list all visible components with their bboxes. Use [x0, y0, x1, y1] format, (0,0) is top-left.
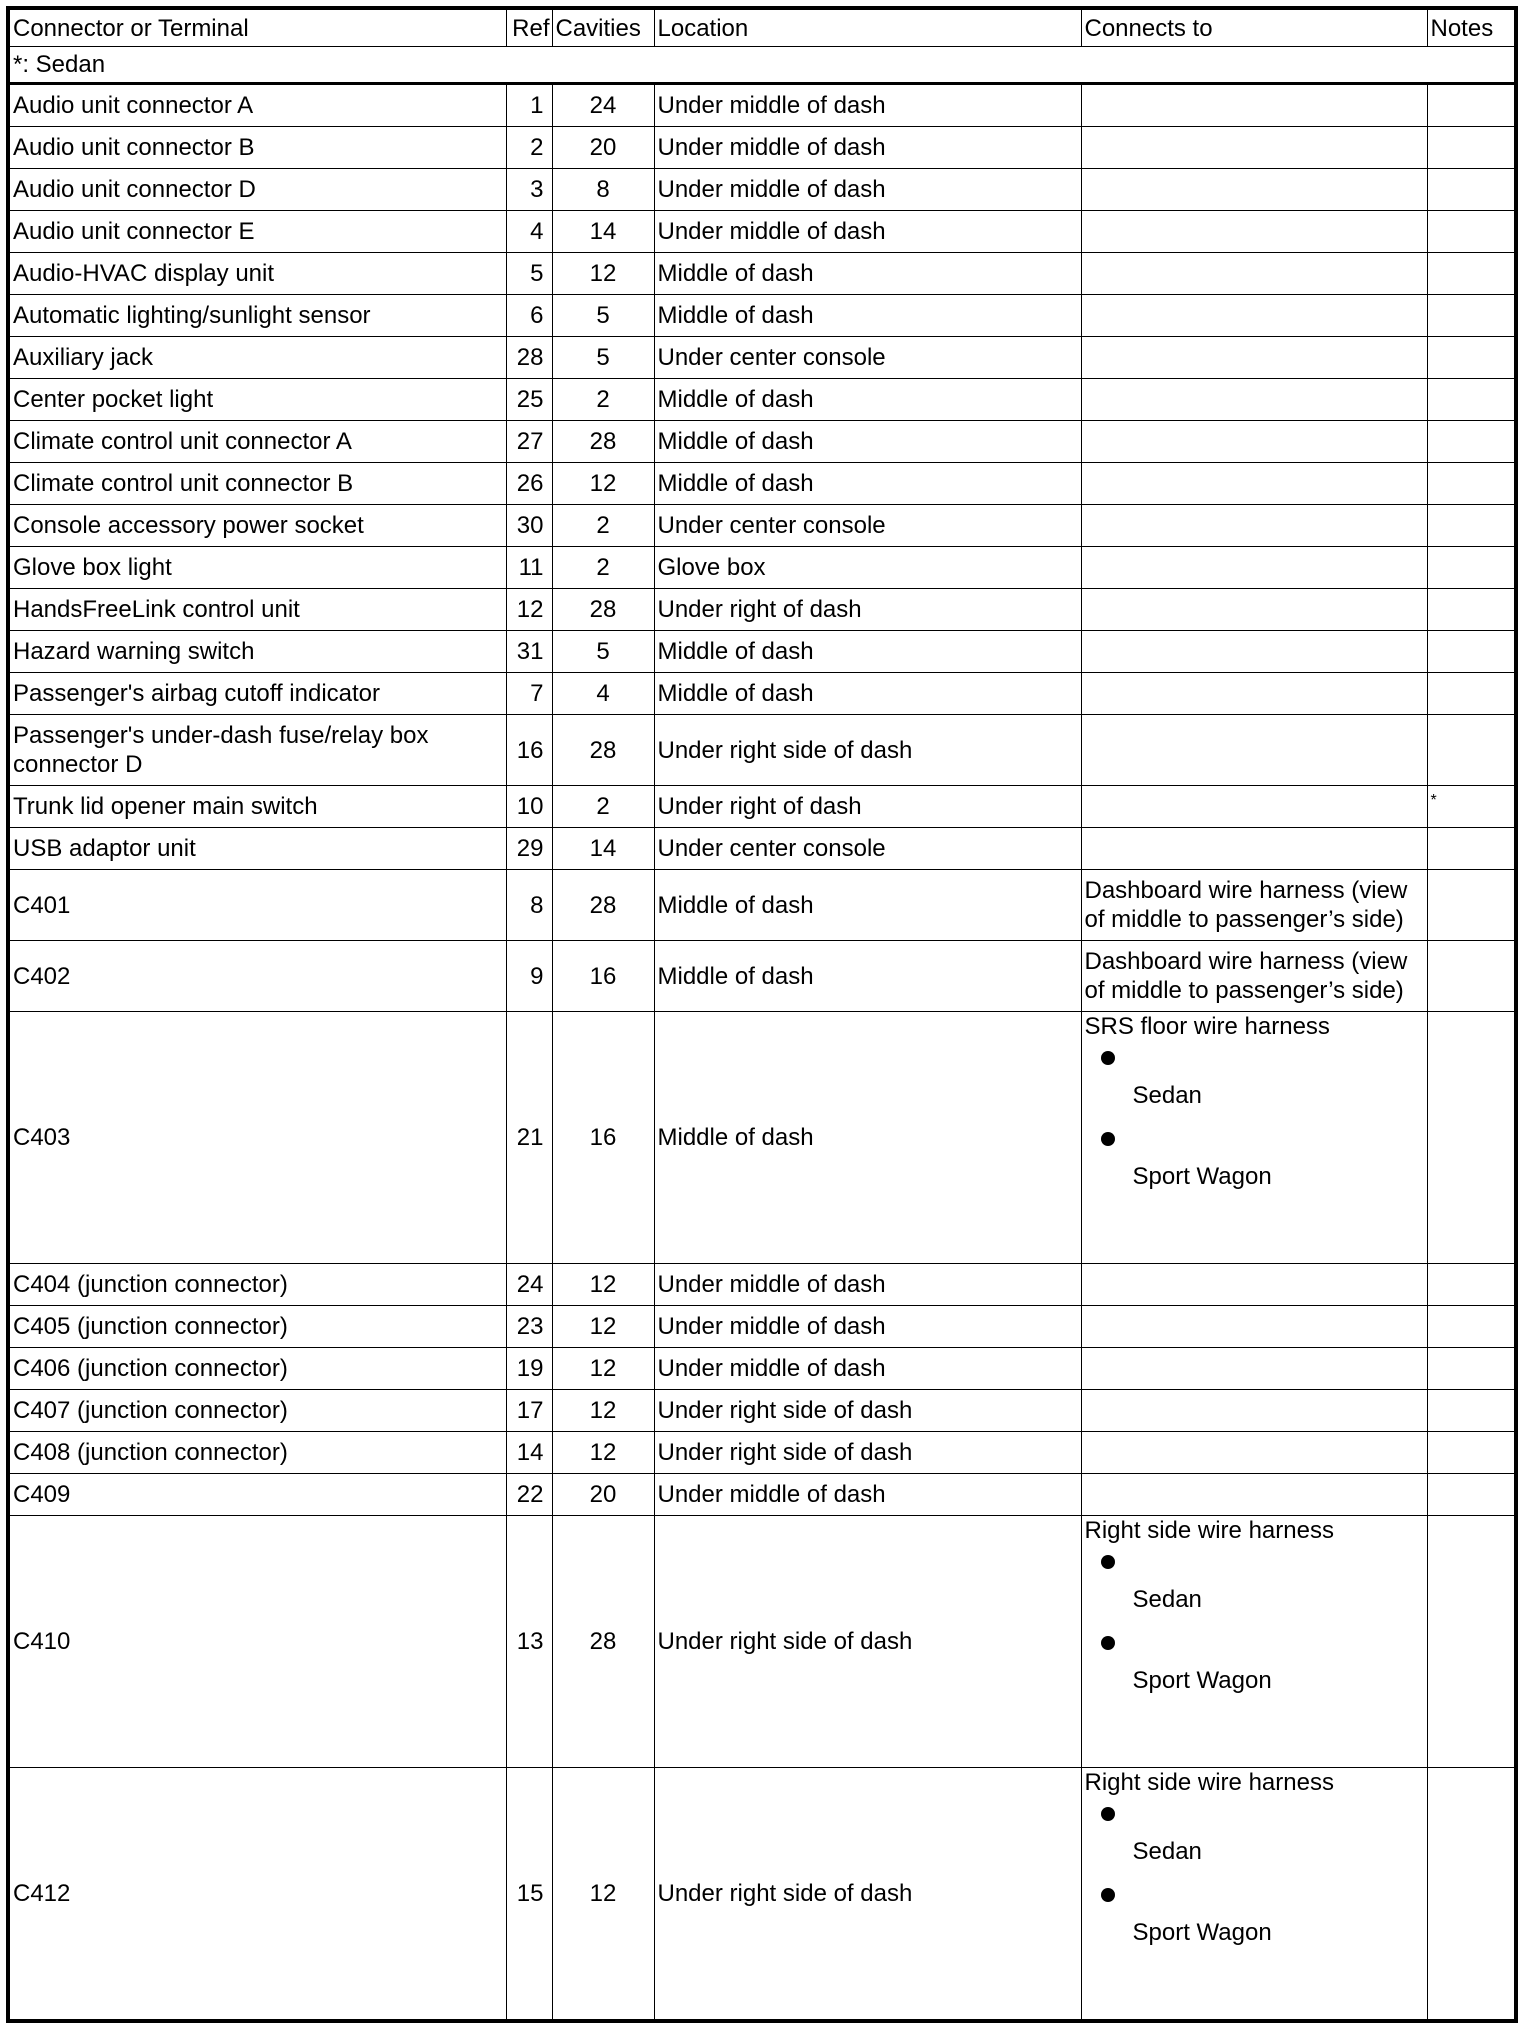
cell-connects-to: [1081, 1516, 1427, 1768]
cell-notes: [1427, 337, 1516, 379]
cell-location: Under center console: [654, 828, 1081, 870]
connects-to-text: Right side wire harness: [1084, 1517, 1334, 1544]
cell-ref: 29: [506, 828, 552, 870]
cell-connects-to: [1081, 505, 1427, 547]
cell-connects-to: [1081, 337, 1427, 379]
cell-location: Middle of dash: [654, 941, 1081, 1012]
cell-ref: 2: [506, 127, 552, 169]
cell-ref: 26: [506, 463, 552, 505]
cell-cavities: 20: [552, 127, 654, 169]
bullet-icon: [1101, 1132, 1115, 1146]
variant-label: Sedan: [1132, 1838, 1202, 1865]
cell-connects-to: [1081, 1306, 1427, 1348]
cell-location: Glove box: [654, 547, 1081, 589]
cell-location: Under middle of dash: [654, 211, 1081, 253]
cell-cavities: 24: [552, 84, 654, 127]
table-row: [8, 1264, 1516, 1306]
cell-ref: 22: [506, 1474, 552, 1516]
cell-cavities: 28: [552, 421, 654, 463]
cell-connector: C403: [8, 1012, 506, 1264]
cell-connects-to: [1081, 1432, 1427, 1474]
cell-cavities: 12: [552, 1264, 654, 1306]
table-row: [8, 505, 1516, 547]
cell-notes: [1427, 295, 1516, 337]
cell-cavities: 28: [552, 589, 654, 631]
cell-notes: [1427, 1012, 1516, 1264]
cell-notes: [1427, 379, 1516, 421]
column-header-location: Location: [654, 8, 1081, 47]
cell-cavities: 20: [552, 1474, 654, 1516]
cell-cavities: 12: [552, 1306, 654, 1348]
cell-connects-to: [1081, 589, 1427, 631]
cell-location: Under middle of dash: [654, 127, 1081, 169]
cell-connects-to: [1081, 211, 1427, 253]
cell-ref: 13: [506, 1516, 552, 1768]
cell-cavities: 16: [552, 941, 654, 1012]
cell-location: Under middle of dash: [654, 1348, 1081, 1390]
cell-connects-to: [1081, 1348, 1427, 1390]
cell-connector: Audio unit connector B: [8, 127, 506, 169]
cell-connector: C408 (junction connector): [8, 1432, 506, 1474]
cell-connects-to: [1081, 1264, 1427, 1306]
cell-cavities: 5: [552, 631, 654, 673]
cell-location: Under right side of dash: [654, 1390, 1081, 1432]
cell-notes: [1427, 1306, 1516, 1348]
cell-notes: [1427, 589, 1516, 631]
cell-notes: [1427, 505, 1516, 547]
cell-connector: C401: [8, 870, 506, 941]
cell-ref: 4: [506, 211, 552, 253]
bullet-icon: [1101, 1051, 1115, 1065]
cell-ref: 24: [506, 1264, 552, 1306]
cell-location: Under middle of dash: [654, 84, 1081, 127]
column-header-cavities: Cavities: [552, 8, 654, 47]
table-row: [8, 1012, 1516, 1264]
cell-location: Under right side of dash: [654, 1516, 1081, 1768]
cell-connector: C406 (junction connector): [8, 1348, 506, 1390]
cell-location: Under right side of dash: [654, 1768, 1081, 2022]
cell-location: Under center console: [654, 505, 1081, 547]
cell-connector: Console accessory power socket: [8, 505, 506, 547]
table-row: [8, 127, 1516, 169]
column-header-connector: Connector or Terminal: [8, 8, 506, 47]
cell-connector: HandsFreeLink control unit: [8, 589, 506, 631]
cell-connects-to: Dashboard wire harness (view of middle to passenger’s side): [1081, 870, 1427, 941]
cell-cavities: 12: [552, 1768, 654, 2022]
cell-notes: [1427, 84, 1516, 127]
cell-connects-to: [1081, 1474, 1427, 1516]
variant-list: [1085, 1797, 1424, 1959]
cell-cavities: 12: [552, 463, 654, 505]
legend-note: *: Sedan: [8, 47, 1516, 84]
cell-ref: 21: [506, 1012, 552, 1264]
cell-location: Middle of dash: [654, 295, 1081, 337]
cell-cavities: 4: [552, 673, 654, 715]
cell-connects-to: [1081, 1390, 1427, 1432]
variant-item: [1085, 1878, 1424, 1959]
cell-cavities: 2: [552, 547, 654, 589]
table-row: [8, 673, 1516, 715]
table-row: [8, 1474, 1516, 1516]
cell-location: Middle of dash: [654, 673, 1081, 715]
cell-connects-to: [1081, 253, 1427, 295]
table-row: [8, 295, 1516, 337]
cell-connector: Auxiliary jack: [8, 337, 506, 379]
table-row: [8, 84, 1516, 127]
table-row: [8, 547, 1516, 589]
cell-connector: C404 (junction connector): [8, 1264, 506, 1306]
cell-cavities: 16: [552, 1012, 654, 1264]
cell-location: Under middle of dash: [654, 169, 1081, 211]
cell-connector: Passenger's airbag cutoff indicator: [8, 673, 506, 715]
cell-location: Middle of dash: [654, 253, 1081, 295]
cell-notes: [1427, 169, 1516, 211]
cell-cavities: 8: [552, 169, 654, 211]
cell-notes: [1427, 421, 1516, 463]
cell-connector: Hazard warning switch: [8, 631, 506, 673]
cell-notes: [1427, 1432, 1516, 1474]
cell-connects-to: [1081, 421, 1427, 463]
cell-connector: Audio unit connector E: [8, 211, 506, 253]
column-header-connects-to: Connects to: [1081, 8, 1427, 47]
table-row: [8, 1306, 1516, 1348]
cell-connects-to: [1081, 715, 1427, 786]
cell-cavities: 2: [552, 786, 654, 828]
variant-item: [1085, 1041, 1424, 1122]
cell-cavities: 12: [552, 1348, 654, 1390]
cell-ref: 12: [506, 589, 552, 631]
cell-connects-to: [1081, 631, 1427, 673]
cell-connects-to: [1081, 828, 1427, 870]
cell-connector: C412: [8, 1768, 506, 2022]
table-row: [8, 379, 1516, 421]
cell-cavities: 2: [552, 379, 654, 421]
cell-notes: [1427, 547, 1516, 589]
cell-connects-to: [1081, 1768, 1427, 2022]
cell-location: Under middle of dash: [654, 1264, 1081, 1306]
cell-notes: [1427, 463, 1516, 505]
cell-connector: C409: [8, 1474, 506, 1516]
table-row: [8, 589, 1516, 631]
cell-ref: 27: [506, 421, 552, 463]
cell-notes: [1427, 1474, 1516, 1516]
cell-ref: 11: [506, 547, 552, 589]
cell-location: Under right of dash: [654, 589, 1081, 631]
cell-ref: 16: [506, 715, 552, 786]
cell-location: Under middle of dash: [654, 1306, 1081, 1348]
cell-cavities: 14: [552, 828, 654, 870]
cell-location: Under middle of dash: [654, 1474, 1081, 1516]
column-header-row: [8, 8, 1516, 47]
variant-list: [1085, 1041, 1424, 1203]
variant-label: Sport Wagon: [1132, 1163, 1272, 1190]
cell-connector: Audio unit connector D: [8, 169, 506, 211]
cell-ref: 28: [506, 337, 552, 379]
cell-location: Under right side of dash: [654, 1432, 1081, 1474]
variant-label: Sport Wagon: [1132, 1919, 1272, 1946]
bullet-icon: [1101, 1807, 1115, 1821]
cell-notes: [1427, 127, 1516, 169]
variant-label: Sedan: [1132, 1082, 1202, 1109]
table-row: [8, 941, 1516, 1012]
table-row: [8, 463, 1516, 505]
table-row: [8, 828, 1516, 870]
table-row: [8, 421, 1516, 463]
cell-connects-to: [1081, 84, 1427, 127]
variant-item: [1085, 1626, 1424, 1707]
cell-ref: 15: [506, 1768, 552, 2022]
table-row: [8, 337, 1516, 379]
cell-connects-to: [1081, 379, 1427, 421]
variant-item: [1085, 1122, 1424, 1203]
cell-notes: [1427, 1390, 1516, 1432]
variant-list: [1085, 1545, 1424, 1707]
legend-row: [8, 47, 1516, 84]
connector-table-sheet: [6, 6, 1518, 2023]
cell-connects-to: [1081, 673, 1427, 715]
cell-location: Middle of dash: [654, 1012, 1081, 1264]
cell-ref: 3: [506, 169, 552, 211]
cell-connector: Center pocket light: [8, 379, 506, 421]
cell-location: Middle of dash: [654, 631, 1081, 673]
table-row: [8, 870, 1516, 941]
cell-connects-to: [1081, 1012, 1427, 1264]
cell-ref: 9: [506, 941, 552, 1012]
cell-location: Under right side of dash: [654, 715, 1081, 786]
cell-ref: 10: [506, 786, 552, 828]
table-row: [8, 1348, 1516, 1390]
cell-cavities: 12: [552, 1390, 654, 1432]
cell-cavities: 5: [552, 337, 654, 379]
cell-ref: 25: [506, 379, 552, 421]
cell-ref: 7: [506, 673, 552, 715]
cell-connects-to: [1081, 169, 1427, 211]
cell-location: Under center console: [654, 337, 1081, 379]
cell-connects-to: [1081, 295, 1427, 337]
cell-notes: [1427, 211, 1516, 253]
cell-notes: [1427, 1768, 1516, 2022]
table-row: [8, 1390, 1516, 1432]
cell-connector: Trunk lid opener main switch: [8, 786, 506, 828]
bullet-icon: [1101, 1636, 1115, 1650]
table-body: [8, 84, 1516, 2022]
cell-ref: 8: [506, 870, 552, 941]
cell-notes: [1427, 1348, 1516, 1390]
cell-notes: [1427, 631, 1516, 673]
cell-connects-to: [1081, 463, 1427, 505]
cell-connector: C410: [8, 1516, 506, 1768]
cell-ref: 30: [506, 505, 552, 547]
table-row: [8, 211, 1516, 253]
cell-notes: [1427, 1264, 1516, 1306]
variant-item: [1085, 1797, 1424, 1878]
cell-ref: 23: [506, 1306, 552, 1348]
cell-connects-to: Dashboard wire harness (view of middle to passenger’s side): [1081, 941, 1427, 1012]
cell-connects-to: [1081, 786, 1427, 828]
cell-connects-to: [1081, 127, 1427, 169]
table-row: [8, 631, 1516, 673]
table-row: [8, 1768, 1516, 2022]
cell-connector: Climate control unit connector B: [8, 463, 506, 505]
cell-location: Middle of dash: [654, 463, 1081, 505]
bullet-icon: [1101, 1555, 1115, 1569]
table-header: [8, 8, 1516, 84]
cell-ref: 5: [506, 253, 552, 295]
cell-cavities: 5: [552, 295, 654, 337]
column-header-notes: Notes: [1427, 8, 1516, 47]
bullet-icon: [1101, 1888, 1115, 1902]
cell-connector: Glove box light: [8, 547, 506, 589]
column-header-ref: Ref: [506, 8, 552, 47]
variant-item: [1085, 1545, 1424, 1626]
cell-notes: [1427, 941, 1516, 1012]
table-row: [8, 1516, 1516, 1768]
cell-notes: [1427, 828, 1516, 870]
cell-location: Under right of dash: [654, 786, 1081, 828]
variant-label: Sedan: [1132, 1586, 1202, 1613]
cell-cavities: 2: [552, 505, 654, 547]
table-row: [8, 715, 1516, 786]
cell-notes: [1427, 1516, 1516, 1768]
cell-connector: C402: [8, 941, 506, 1012]
cell-ref: 14: [506, 1432, 552, 1474]
table-row: [8, 786, 1516, 828]
cell-connector: C407 (junction connector): [8, 1390, 506, 1432]
cell-notes: [1427, 673, 1516, 715]
cell-notes: *: [1427, 786, 1516, 828]
cell-location: Middle of dash: [654, 379, 1081, 421]
cell-cavities: 28: [552, 870, 654, 941]
cell-ref: 1: [506, 84, 552, 127]
cell-notes: [1427, 253, 1516, 295]
cell-notes: [1427, 715, 1516, 786]
cell-connector: Audio unit connector A: [8, 84, 506, 127]
cell-cavities: 28: [552, 1516, 654, 1768]
cell-notes: [1427, 870, 1516, 941]
variant-label: Sport Wagon: [1132, 1667, 1272, 1694]
cell-ref: 6: [506, 295, 552, 337]
cell-connects-to: [1081, 547, 1427, 589]
cell-ref: 19: [506, 1348, 552, 1390]
cell-connector: Audio-HVAC display unit: [8, 253, 506, 295]
table-row: [8, 1432, 1516, 1474]
cell-cavities: 14: [552, 211, 654, 253]
cell-location: Middle of dash: [654, 421, 1081, 463]
connects-to-text: SRS floor wire harness: [1084, 1013, 1330, 1040]
table-row: [8, 253, 1516, 295]
cell-connector: Automatic lighting/sunlight sensor: [8, 295, 506, 337]
table-row: [8, 169, 1516, 211]
cell-connector: USB adaptor unit: [8, 828, 506, 870]
connects-to-text: Right side wire harness: [1084, 1769, 1334, 1796]
cell-connector: Climate control unit connector A: [8, 421, 506, 463]
cell-cavities: 28: [552, 715, 654, 786]
cell-ref: 31: [506, 631, 552, 673]
cell-connector: C405 (junction connector): [8, 1306, 506, 1348]
cell-ref: 17: [506, 1390, 552, 1432]
cell-location: Middle of dash: [654, 870, 1081, 941]
connector-table: [6, 6, 1518, 2023]
cell-cavities: 12: [552, 1432, 654, 1474]
cell-connector: Passenger's under-dash fuse/relay box connector D: [8, 715, 506, 786]
cell-cavities: 12: [552, 253, 654, 295]
